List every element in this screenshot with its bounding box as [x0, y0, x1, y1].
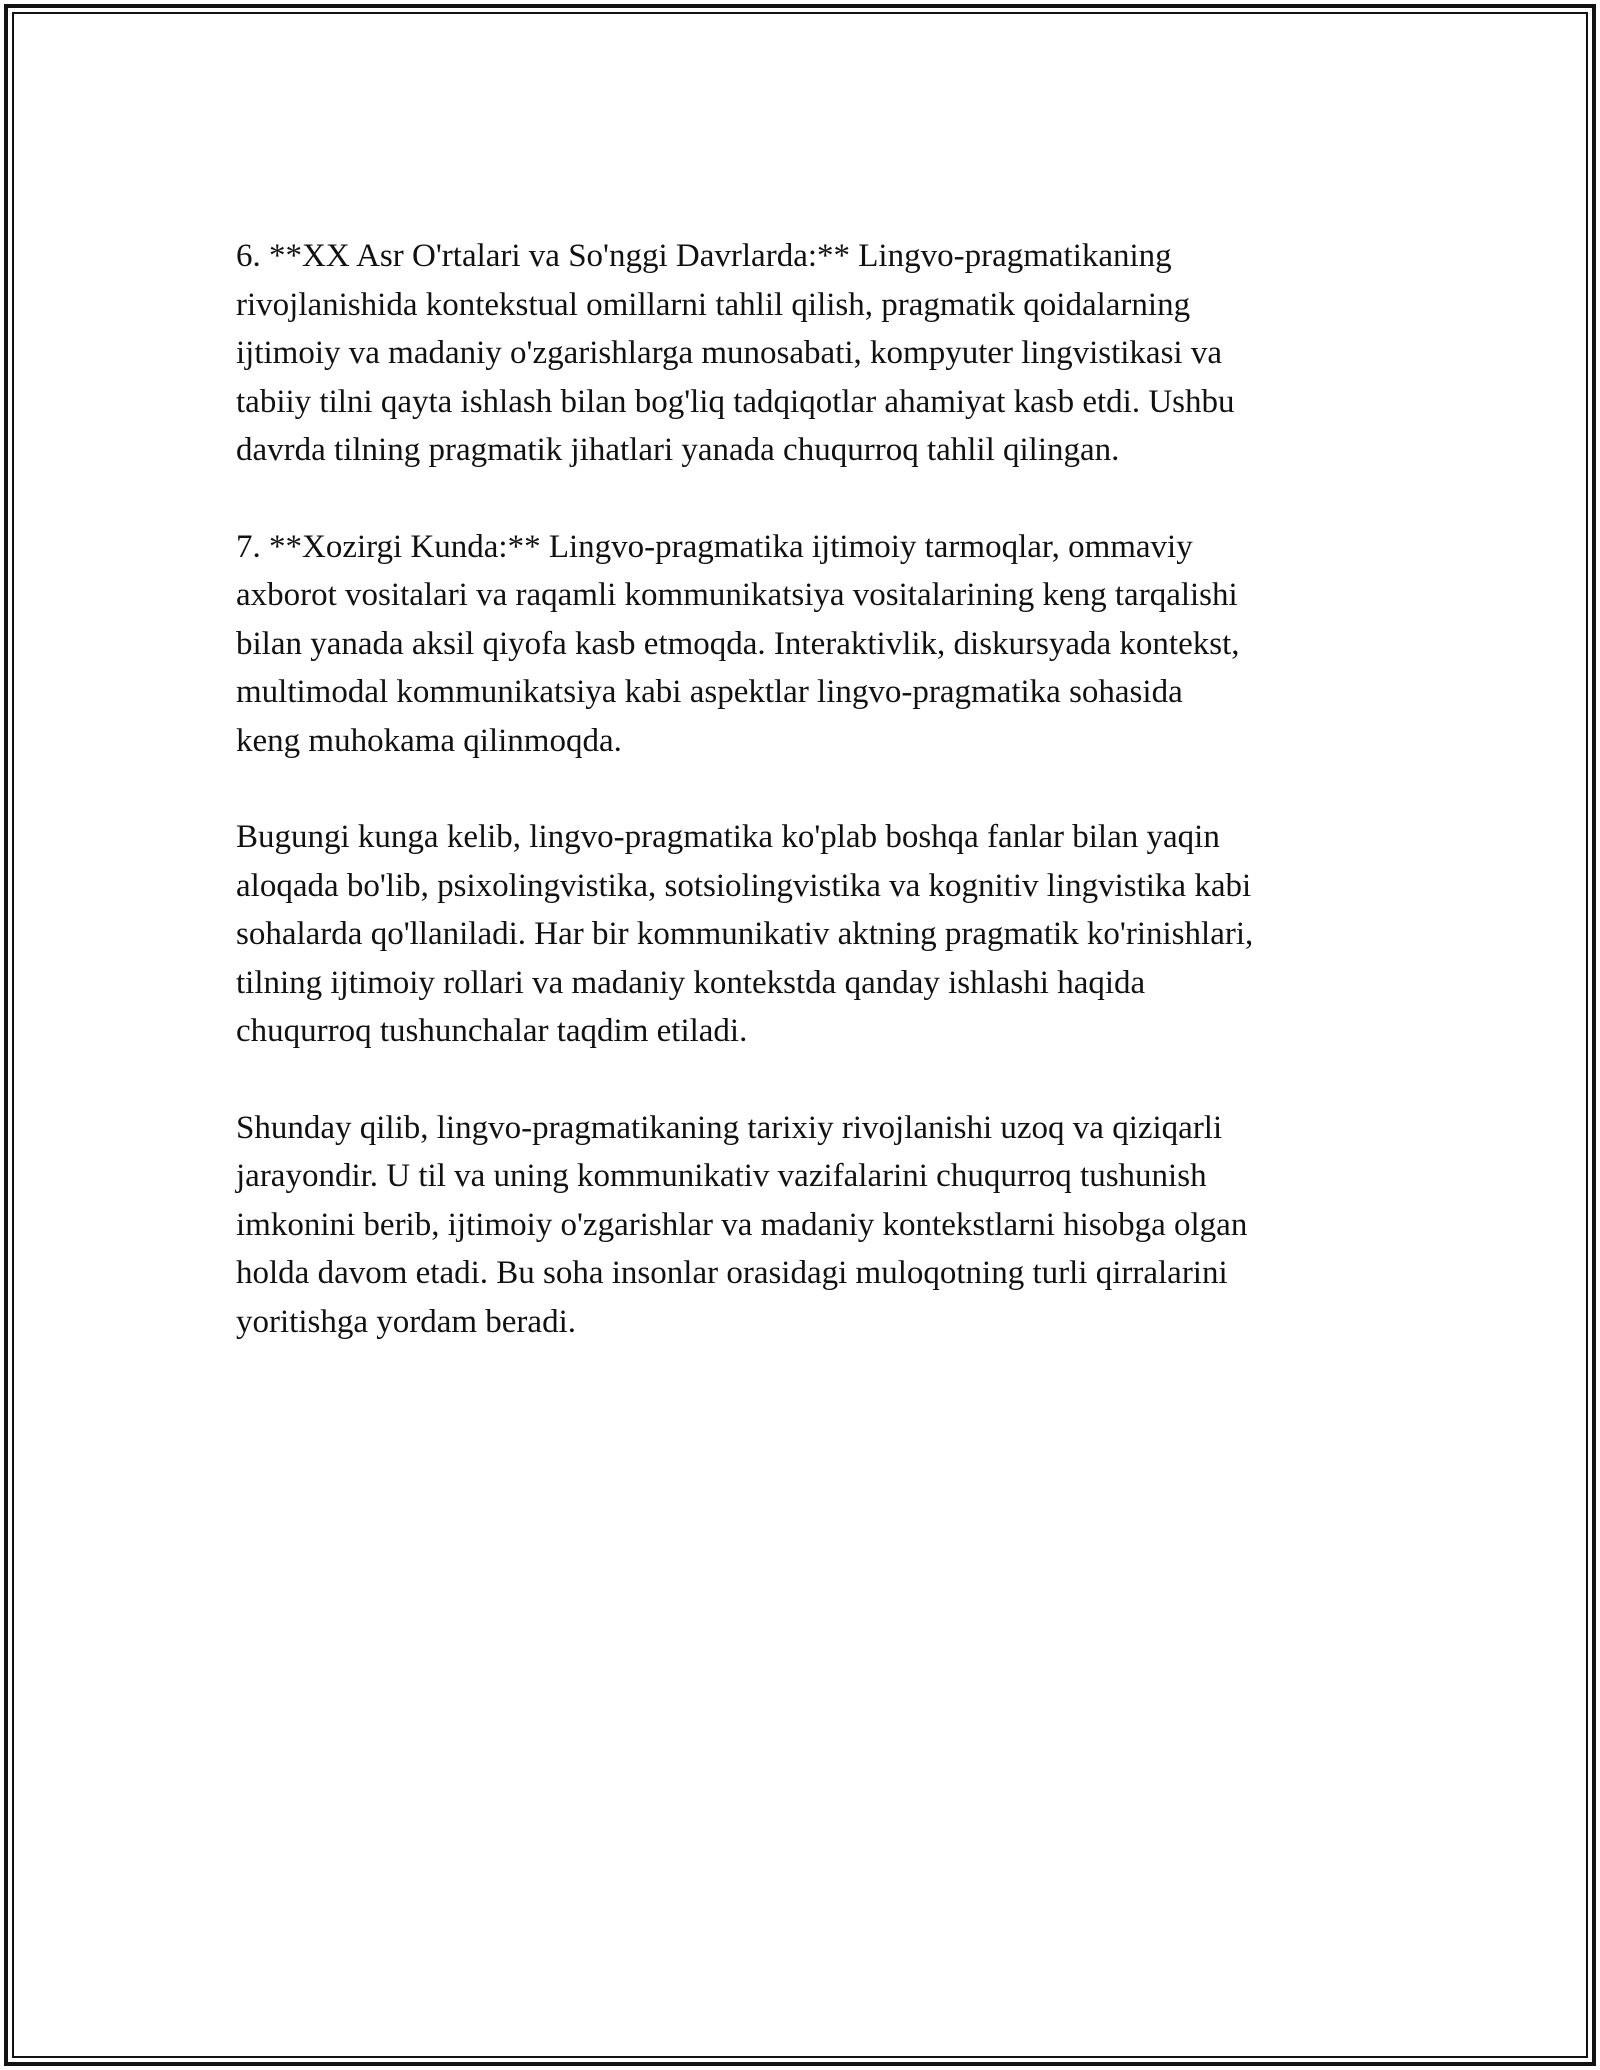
paragraph-modern-applications: Bugungi kunga kelib, lingvo-pragmatika ko'plab boshqa fanlar bilan yaqin aloqada bo'lib, psixolingvistika, sotsiolingvistika va kognitiv lingvistika kabi sohalarda qo'llaniladi. Har bir kommunikativ aktning pragmatik ko'rinishlari, tilning ijtimoiy rollari va madaniy kontekstda qanday ishlashi haqida chuqurroq tushunchalar taqdim etiladi. [236, 819, 1254, 1049]
paragraph-section-7: 7. **Xozirgi Kunda:** Lingvo-pragmatika ijtimoiy tarmoqlar, ommaviy axborot vositalari va raqamli kommunikatsiya vositalarining keng tarqalishi bilan yanada aksil qiyofa kasb etmoqda. Interaktivlik, diskursyada kontekst, multimodal kommunikatsiya kabi aspektlar lingvo-pragmatika sohasida keng muhokama qilinmoqda. [236, 528, 1240, 759]
document-body [236, 232, 1416, 1394]
paragraph-section-6: 6. **XX Asr O'rtalari va So'nggi Davrlarda:** Lingvo-pragmatikaning rivojlanishida kontekstual omillarni tahlil qilish, pragmatik qoidalarning ijtimoiy va madaniy o'zgarishlarga munosabati, kompyuter lingvistikasi va tabiiy tilni qayta ishlash bilan bog'liq tadqiqotlar ahamiyat kasb etdi. Ushbu davrda tilning pragmatik jihatlari yanada chuqurroq tahlil qilingan. [236, 238, 1235, 468]
paragraph-conclusion: Shunday qilib, lingvo-pragmatikaning tarixiy rivojlanishi uzoq va qiziqarli jarayondir. U til va uning kommunikativ vazifalarini chuqurroq tushunish imkonini berib, ijtimoiy o'zgarishlar va madaniy kontekstlarni hisobga olgan holda davom etadi. Bu soha insonlar orasidagi muloqotning turli qirralarini yoritishga yordam beradi. [236, 1109, 1248, 1340]
